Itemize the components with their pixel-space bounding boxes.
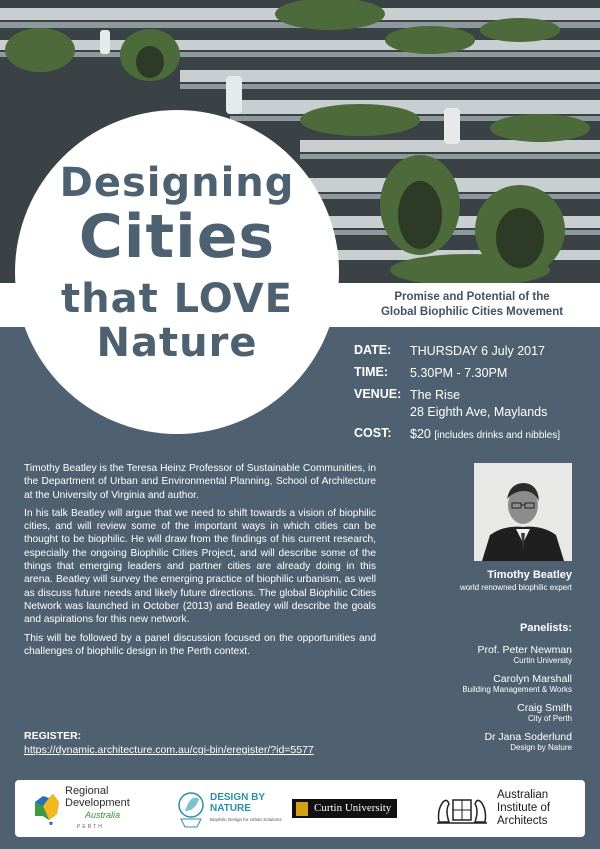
- panelist-name: Dr Jana Soderlund: [484, 731, 572, 743]
- register-link[interactable]: https://dynamic.architecture.com.au/cgi-bin/eregister/?id=5577: [24, 744, 314, 756]
- crest-icon: [296, 802, 308, 816]
- venue-value: [410, 387, 594, 421]
- aia-logo: [435, 780, 550, 837]
- cost-amount: $20: [410, 427, 431, 441]
- date-value: THURSDAY 6 July 2017: [410, 344, 546, 358]
- cost-row: [354, 426, 594, 444]
- rda-line-2: Development: [65, 796, 130, 809]
- description: [24, 462, 376, 663]
- date-row: [354, 343, 594, 360]
- title-line-designing: Designing: [59, 160, 295, 206]
- dbn-line-2: NATURE: [210, 803, 251, 814]
- event-details: [354, 343, 594, 449]
- title-circle: [15, 110, 339, 434]
- panelist-org: City of Perth: [527, 714, 572, 723]
- aia-line-1: Australian: [497, 789, 549, 801]
- sponsor-logos: [15, 780, 585, 837]
- bio-paragraph: Timothy Beatley is the Teresa Heinz Professor of Sustainable Communities, in the Department of Urban and Environmental Planning, School of Architecture at the University of Virginia and author.: [24, 463, 376, 501]
- register-section: [24, 729, 394, 757]
- venue-row: [354, 387, 594, 421]
- date-label: DATE:: [354, 343, 392, 357]
- subtitle-line-2: Global Biophilic Cities Movement: [380, 306, 564, 318]
- curtin-logo: [292, 780, 397, 837]
- leaf-icon: [175, 789, 207, 829]
- design-by-nature-logo: [175, 780, 282, 837]
- panelist: [410, 673, 572, 694]
- rda-logo: [31, 780, 130, 837]
- venue-address: 28 Eighth Ave, Maylands: [410, 405, 548, 419]
- speaker-name: Timothy Beatley: [487, 569, 572, 581]
- venue-name: The Rise: [410, 388, 461, 402]
- register-label: REGISTER:: [24, 730, 82, 742]
- cost-value: [410, 426, 594, 444]
- talk-paragraph: In his talk Beatley will argue that we need to shift towards a vision of biophilic cities, and will review some of the important ways in which cities can be thought to be biophilic. He will draw from the findings of his current research, especially the ongoing Biophilic Cities Project, and will describe some of the things that emerging leaders and partner cities are already doing in this arena. Beatley will survey the emerging practice of biophilic urbanism, as well as discuss future needs and likely future directions. The global Biophilic Cities Network was launched in October (2013) and Beatley will describe the goals and aspirations for this new network.: [24, 507, 376, 626]
- panelist-name: Prof. Peter Newman: [477, 644, 572, 656]
- panelist: [410, 702, 572, 723]
- title-line-that-love: that LOVE: [61, 276, 293, 322]
- rda-line-4: PERTH: [77, 823, 104, 830]
- panelist-org: Building Management & Works: [462, 685, 572, 694]
- cost-note: [includes drinks and nibbles]: [434, 430, 560, 441]
- panelist: [410, 644, 572, 665]
- panelist-name: Craig Smith: [517, 702, 572, 714]
- title-line-cities: Cities: [78, 202, 276, 272]
- dbn-line-1: DESIGN BY: [210, 792, 266, 803]
- rda-line-1: Regional: [65, 784, 109, 797]
- australia-map-icon: [31, 792, 61, 826]
- title-line-nature: Nature: [96, 320, 258, 366]
- coat-of-arms-icon: [435, 792, 489, 826]
- speaker-portrait: [474, 463, 572, 561]
- speaker-photo: [474, 463, 572, 561]
- panelist-org: Design by Nature: [510, 743, 572, 752]
- curtin-badge: [292, 799, 397, 818]
- curtin-name: Curtin University: [314, 802, 392, 814]
- time-label: TIME:: [354, 365, 389, 379]
- time-row: [354, 365, 594, 382]
- aia-line-2: Institute of: [497, 802, 551, 814]
- event-subtitle: [356, 290, 588, 320]
- speaker-role: world renowned biophilic expert: [459, 583, 572, 592]
- panelist-org: Curtin University: [513, 656, 572, 665]
- panelist: [410, 731, 572, 752]
- venue-label: VENUE:: [354, 387, 402, 401]
- panelist-name: Carolyn Marshall: [493, 673, 572, 685]
- aia-line-3: Architects: [497, 815, 548, 827]
- panel-paragraph: This will be followed by a panel discussion focused on the opportunities and challenges of biophilic design in the Perth context.: [24, 632, 376, 657]
- rda-line-3: Australia: [85, 809, 121, 820]
- panelists-heading: Panelists:: [520, 622, 572, 634]
- cost-label: COST:: [354, 426, 392, 440]
- dbn-tagline: Biophilic Design for Urban Solutions: [210, 817, 282, 822]
- time-value: 5.30PM - 7.30PM: [410, 366, 508, 380]
- subtitle-line-1: Promise and Potential of the: [394, 291, 550, 303]
